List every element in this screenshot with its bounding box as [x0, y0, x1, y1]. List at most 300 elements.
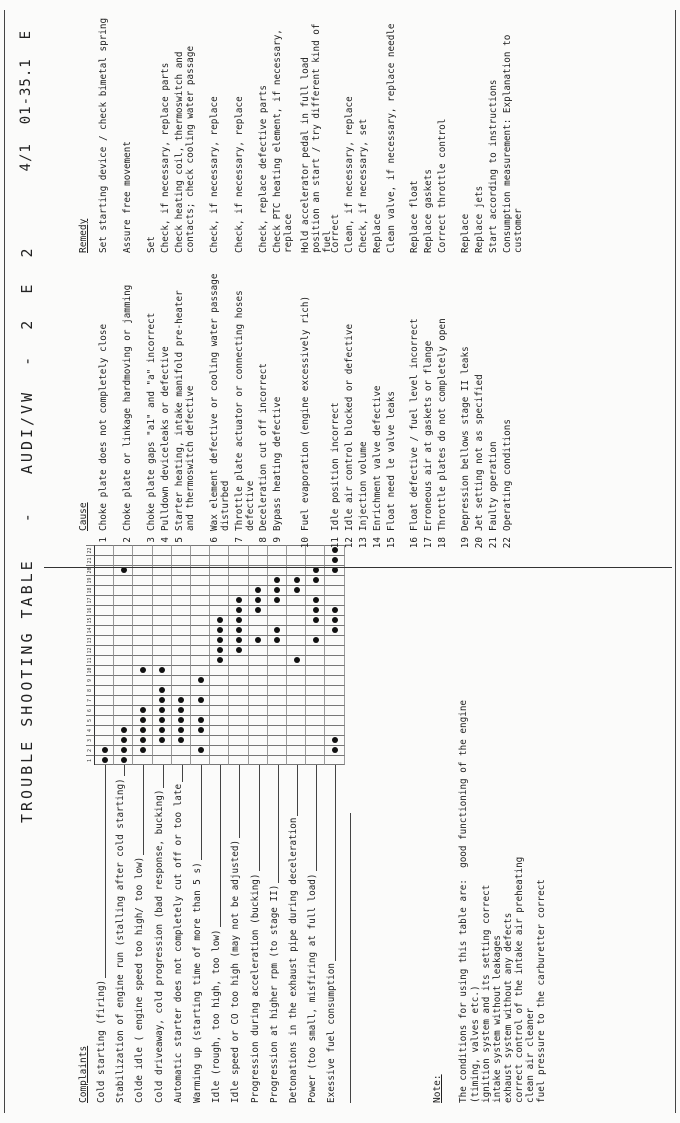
cause-number: 22 [502, 537, 513, 549]
complaint-text: Progression at higher rpm (to stage II) [268, 884, 280, 1103]
complaint-row [133, 765, 147, 1103]
matrix-cell [306, 625, 325, 635]
matrix-cell [153, 595, 172, 605]
complaint-row [249, 765, 263, 1103]
matrix-cell [114, 555, 133, 565]
matrix-cell [229, 585, 248, 595]
matrix-dot [121, 727, 127, 733]
matrix-dot [313, 577, 319, 583]
complaint-row [95, 765, 109, 1103]
remedy-text: Clean, if necessary, replace [344, 96, 355, 253]
matrix-dot [121, 747, 127, 753]
matrix-cell [210, 665, 229, 675]
matrix-dot [217, 617, 223, 623]
matrix-cell [306, 555, 325, 565]
remedy-heading: Remedy [78, 218, 89, 253]
matrix-cell [114, 625, 133, 635]
matrix-dot [294, 587, 300, 593]
cause-text: Injection volume [358, 441, 369, 531]
matrix-dot [198, 677, 204, 683]
matrix-cell [249, 685, 268, 695]
cause-number: 20 [474, 537, 485, 549]
matrix-cell [306, 745, 325, 755]
matrix-cell [287, 735, 306, 745]
matrix-cell [153, 615, 172, 625]
matrix-cell [133, 635, 152, 645]
matrix-cell [287, 675, 306, 685]
matrix-cell [210, 755, 229, 765]
matrix-cell [133, 625, 152, 635]
matrix-cell [153, 625, 172, 635]
matrix-cell [191, 615, 210, 625]
matrix-column-number: 11 [86, 655, 95, 665]
matrix-cell [210, 705, 229, 715]
matrix-cell [249, 755, 268, 765]
matrix-dot [140, 747, 146, 753]
remedy-text: Correct [330, 213, 341, 253]
matrix-cell [229, 555, 248, 565]
matrix-dot [332, 737, 338, 743]
cause-number: 5 [174, 537, 185, 543]
matrix-cell [133, 695, 152, 705]
matrix-cell [268, 695, 287, 705]
cause-text: Idle position incorrect [330, 402, 341, 531]
matrix-column-number: 7 [86, 695, 95, 705]
matrix-cell [229, 685, 248, 695]
remedy-text: Replace [460, 213, 471, 253]
matrix-cell [268, 605, 287, 615]
remedy-text: Check, if necessary, replace parts [160, 62, 171, 253]
matrix-cell [133, 755, 152, 765]
matrix-cell [287, 615, 306, 625]
matrix-dot [140, 727, 146, 733]
matrix-cell [153, 755, 172, 765]
matrix-dot [102, 747, 108, 753]
matrix-cell [249, 705, 268, 715]
matrix-cell [95, 675, 114, 685]
matrix-cell [249, 575, 268, 585]
matrix-cell [114, 615, 133, 625]
matrix-cell [191, 605, 210, 615]
cause-number: 7 [234, 537, 245, 543]
matrix-cell [172, 625, 191, 635]
matrix-cell [229, 705, 248, 715]
matrix-cell [95, 585, 114, 595]
complaint-leader-line [201, 765, 202, 860]
matrix-dot [140, 667, 146, 673]
matrix-dot [217, 627, 223, 633]
remedy-text: Check, if necessary, set [358, 118, 369, 253]
matrix-cell [249, 745, 268, 755]
matrix-column-number: 12 [86, 645, 95, 655]
complaint-leader-line [297, 765, 298, 816]
cause-number: 14 [372, 537, 383, 549]
matrix-cell [191, 585, 210, 595]
matrix-cell [229, 715, 248, 725]
matrix-dot [121, 737, 127, 743]
matrix-cell [133, 595, 152, 605]
matrix-cell [268, 685, 287, 695]
matrix-cell [306, 665, 325, 675]
matrix-cell [210, 725, 229, 735]
matrix-dot [236, 617, 242, 623]
matrix-column-number: 5 [86, 715, 95, 725]
complaint-text: Exessive fuel consumption [326, 963, 338, 1103]
matrix-cell [191, 685, 210, 695]
matrix-dot [121, 757, 127, 763]
matrix-cell [287, 705, 306, 715]
matrix-cell [268, 735, 287, 745]
bottom-rule [675, 10, 676, 1113]
matrix-cell [191, 545, 210, 555]
matrix-cell [249, 625, 268, 635]
note-condition-line: (timing, valves etc.) [470, 985, 481, 1103]
matrix-cell [287, 645, 306, 655]
matrix-cell [95, 725, 114, 735]
matrix-cell [229, 745, 248, 755]
cause-number: 9 [272, 537, 283, 543]
matrix-column-number: 20 [86, 565, 95, 575]
complaint-row [229, 765, 243, 1103]
remedy-text: Check, if necessary, replace [209, 96, 220, 253]
matrix-cell [287, 595, 306, 605]
matrix-cell [325, 595, 344, 605]
matrix-column-number: 3 [86, 735, 95, 745]
cause-text: Throttle plate actuator or connecting hoses defective [234, 290, 256, 531]
matrix-dot [236, 607, 242, 613]
complaint-text: Idle (rough, too high, too low) [211, 929, 223, 1103]
matrix-dot [198, 697, 204, 703]
note-divider [350, 813, 351, 1103]
complaint-text: Cold starting (firing) [96, 979, 107, 1103]
cause-heading: Cause [78, 502, 89, 531]
matrix-cell [114, 645, 133, 655]
cause-number: 1 [98, 537, 109, 543]
matrix-column-number: 13 [86, 635, 95, 645]
matrix-cell [133, 585, 152, 595]
matrix-dot [217, 637, 223, 643]
matrix-cell [153, 555, 172, 565]
matrix-cell [287, 755, 306, 765]
matrix-cell [114, 715, 133, 725]
matrix-dot [332, 617, 338, 623]
matrix-cell [268, 645, 287, 655]
matrix-cell [191, 755, 210, 765]
complaint-leader-line [220, 765, 221, 927]
matrix-cell [114, 655, 133, 665]
complaint-row [172, 765, 186, 1103]
complaint-row [325, 765, 339, 1103]
complaint-leader-line [124, 765, 125, 776]
matrix-cell [287, 725, 306, 735]
matrix-dot [198, 747, 204, 753]
matrix-cell [268, 655, 287, 665]
cause-text: Starter heating, intake manifold pre-heater and thermoswitch defective [174, 290, 196, 531]
matrix-cell [172, 665, 191, 675]
matrix-cell [306, 705, 325, 715]
matrix-cell [172, 675, 191, 685]
matrix-cell [191, 555, 210, 565]
complaint-leader-line [182, 765, 183, 782]
matrix-cell [325, 635, 344, 645]
matrix-cell [95, 695, 114, 705]
matrix-column-number: 21 [86, 555, 95, 565]
matrix-cell [268, 755, 287, 765]
matrix-cell [133, 675, 152, 685]
remedy-text: Assure free movement [122, 141, 133, 253]
remedy-text: Replace gaskets [423, 169, 434, 253]
matrix-cell [153, 645, 172, 655]
remedy-text: Check PTC heating element, if necessary, replace [272, 29, 294, 253]
matrix-cell [229, 695, 248, 705]
matrix-cell [249, 645, 268, 655]
complaint-leader-line [278, 765, 279, 883]
note-condition-line: fuel pressure to the carburetter correct [536, 879, 547, 1103]
matrix-column-number: 10 [86, 665, 95, 675]
matrix-cell [287, 665, 306, 675]
matrix-cell [191, 625, 210, 635]
matrix-column-number: 22 [86, 545, 95, 555]
cause-text: Float defective / fuel level incorrect [409, 318, 420, 531]
top-rule [4, 10, 5, 1113]
remedy-text: Replace float [409, 180, 420, 253]
matrix-cell [325, 655, 344, 665]
remedy-text: Check, replace defective parts [258, 85, 269, 253]
matrix-cell [172, 555, 191, 565]
matrix-dot [332, 557, 338, 563]
cause-number: 12 [344, 537, 355, 549]
matrix-cell [325, 695, 344, 705]
remedy-text: Replace jets [474, 185, 485, 253]
note-label: Note: [432, 1074, 443, 1103]
cause-text: Erroneous air at gaskets or flange [423, 340, 434, 531]
matrix-cell [210, 745, 229, 755]
remedy-text: Correct throttle control [437, 118, 448, 253]
complaint-row [268, 765, 282, 1103]
matrix-cell [114, 665, 133, 675]
matrix-cell [172, 575, 191, 585]
matrix-cell [210, 585, 229, 595]
matrix-cell [95, 555, 114, 565]
matrix-cell [172, 685, 191, 695]
matrix-cell [210, 695, 229, 705]
matrix-cell [249, 615, 268, 625]
matrix-cell [249, 655, 268, 665]
cause-number: 6 [209, 537, 220, 543]
complaint-leader-line [335, 765, 336, 961]
cause-number: 18 [437, 537, 448, 549]
matrix-cell [191, 645, 210, 655]
matrix-dot [198, 727, 204, 733]
cause-text: Wax element defective or cooling water passage disturbed [209, 273, 231, 531]
matrix-cell [229, 665, 248, 675]
matrix-cell [95, 635, 114, 645]
matrix-cell [153, 585, 172, 595]
matrix-cell [133, 555, 152, 565]
matrix-cell [172, 745, 191, 755]
complaint-row [210, 765, 224, 1103]
matrix-cell [268, 725, 287, 735]
matrix-column-number: 18 [86, 585, 95, 595]
matrix-cell [325, 685, 344, 695]
cause-text: Choke plate or linkage hardmoving or jamming [122, 284, 133, 531]
cause-number: 10 [300, 537, 311, 549]
matrix-dot [140, 707, 146, 713]
matrix-cell [287, 715, 306, 725]
matrix-cell [191, 665, 210, 675]
matrix-cell [287, 745, 306, 755]
matrix-cell [133, 655, 152, 665]
matrix-cell [268, 665, 287, 675]
complaint-text: Cold driveaway, cold progression (bad response, bucking) [153, 789, 165, 1103]
matrix-cell [268, 745, 287, 755]
cause-text: Float need le valve leaks [386, 391, 397, 531]
cause-text: Bypass heating defective [272, 396, 283, 531]
complaint-row [287, 765, 301, 1103]
cause-number: 8 [258, 537, 269, 543]
matrix-cell [191, 705, 210, 715]
matrix-column-number: 8 [86, 685, 95, 695]
matrix-dot [313, 597, 319, 603]
matrix-cell [325, 645, 344, 655]
matrix-cell [249, 555, 268, 565]
matrix-column-number: 9 [86, 675, 95, 685]
matrix-cell [210, 555, 229, 565]
matrix-cell [153, 675, 172, 685]
matrix-cell [325, 585, 344, 595]
matrix-cell [191, 655, 210, 665]
matrix-column-number: 2 [86, 745, 95, 755]
matrix-cell [133, 645, 152, 655]
matrix-cell [325, 705, 344, 715]
matrix-cell [95, 735, 114, 745]
cause-text: Throttle plates do not completely open [437, 318, 448, 531]
matrix-cell [306, 645, 325, 655]
matrix-cell [325, 675, 344, 685]
matrix-dot [140, 737, 146, 743]
matrix-cell [172, 605, 191, 615]
matrix-dot [198, 717, 204, 723]
matrix-cell [268, 555, 287, 565]
matrix-cell [306, 725, 325, 735]
matrix-dot [217, 647, 223, 653]
matrix-cell [249, 725, 268, 735]
matrix-dot [332, 607, 338, 613]
complaint-leader-line [163, 765, 164, 788]
complaint-row [153, 765, 167, 1103]
matrix-cell [249, 695, 268, 705]
note-condition-line: clean air cleaner [525, 1007, 536, 1103]
matrix-cell [153, 635, 172, 645]
matrix-cell [172, 755, 191, 765]
complaint-leader-line [316, 765, 317, 871]
matrix-cell [114, 585, 133, 595]
cause-number: 17 [423, 537, 434, 549]
matrix-cell [268, 675, 287, 685]
matrix-cell [210, 735, 229, 745]
matrix-cell [229, 725, 248, 735]
matrix-cell [191, 575, 210, 585]
cause-text: Idle air control blocked or defective [344, 323, 355, 531]
matrix-column-number: 14 [86, 625, 95, 635]
cause-number: 4 [160, 537, 171, 543]
complaint-text: Power (too small, misfiring at full load) [307, 873, 319, 1103]
matrix-cell [153, 605, 172, 615]
note-condition-line: ignition system and its setting correct [481, 884, 492, 1103]
matrix-cell [306, 715, 325, 725]
matrix-cell [191, 735, 210, 745]
matrix-cell [210, 605, 229, 615]
matrix-dot [294, 577, 300, 583]
page-title: TROUBLE SHOOTING TABLE - AUDI/VW - 2 E 2 [18, 245, 36, 823]
matrix-dot [332, 747, 338, 753]
matrix-column-number: 15 [86, 615, 95, 625]
remedy-text: Consumption measurement: Explanation to customer [502, 34, 524, 253]
matrix-cell [153, 655, 172, 665]
complaint-row [306, 765, 320, 1103]
matrix-cell [133, 575, 152, 585]
matrix-cell [95, 645, 114, 655]
complaint-text: Warming up (starting time of more than 5 s) [192, 862, 203, 1103]
complaints-heading: Complaints [78, 1045, 89, 1103]
matrix-dot [236, 637, 242, 643]
matrix-cell [172, 645, 191, 655]
complaint-text: Progression during acceleration (bucking) [249, 873, 261, 1103]
matrix-cell [114, 705, 133, 715]
matrix-cell [325, 755, 344, 765]
matrix-column-number: 6 [86, 705, 95, 715]
matrix-dot [313, 617, 319, 623]
matrix-cell [95, 655, 114, 665]
complaint-text: Automatic starter does not completely cut off or too late [172, 783, 184, 1103]
matrix-cell [95, 605, 114, 615]
matrix-cell [210, 575, 229, 585]
matrix-cell [210, 595, 229, 605]
remedy-text: Set [146, 236, 157, 253]
cause-text: Deceleration cut off incorrect [258, 363, 269, 531]
complaint-leader-line [105, 765, 106, 978]
matrix-cell [287, 605, 306, 615]
matrix-dot [332, 627, 338, 633]
matrix-cell [153, 745, 172, 755]
matrix-cell [306, 585, 325, 595]
matrix-cell [191, 635, 210, 645]
section-separator [44, 567, 672, 568]
matrix-cell [249, 715, 268, 725]
matrix-cell [133, 605, 152, 615]
matrix-cell [172, 635, 191, 645]
matrix-cell [287, 695, 306, 705]
matrix-cell [268, 715, 287, 725]
note-intro: The conditions for using this table are: good functioning of the engine [458, 699, 469, 1103]
document-reference: 4/1 01-35.1 E [18, 30, 34, 172]
matrix-dot [236, 647, 242, 653]
matrix-cell [306, 755, 325, 765]
matrix-cell [95, 685, 114, 695]
matrix-cell [95, 575, 114, 585]
matrix-column-number: 16 [86, 605, 95, 615]
matrix-cell [172, 615, 191, 625]
matrix-column-number: 19 [86, 575, 95, 585]
complaint-text: Detonations in the exhaust pipe during deceleration [288, 817, 299, 1103]
matrix-cell [114, 575, 133, 585]
matrix-column-number: 17 [86, 595, 95, 605]
note-condition-line: intake system without leakages [492, 935, 503, 1103]
complaint-text: Stabilization of engine run (stalling after cold starting) [115, 778, 127, 1103]
cause-text: Faulty operation [488, 441, 499, 531]
cause-number: 2 [122, 537, 133, 543]
cause-text: Choke plate gaps "a1" and "a" incorrect [146, 312, 157, 531]
